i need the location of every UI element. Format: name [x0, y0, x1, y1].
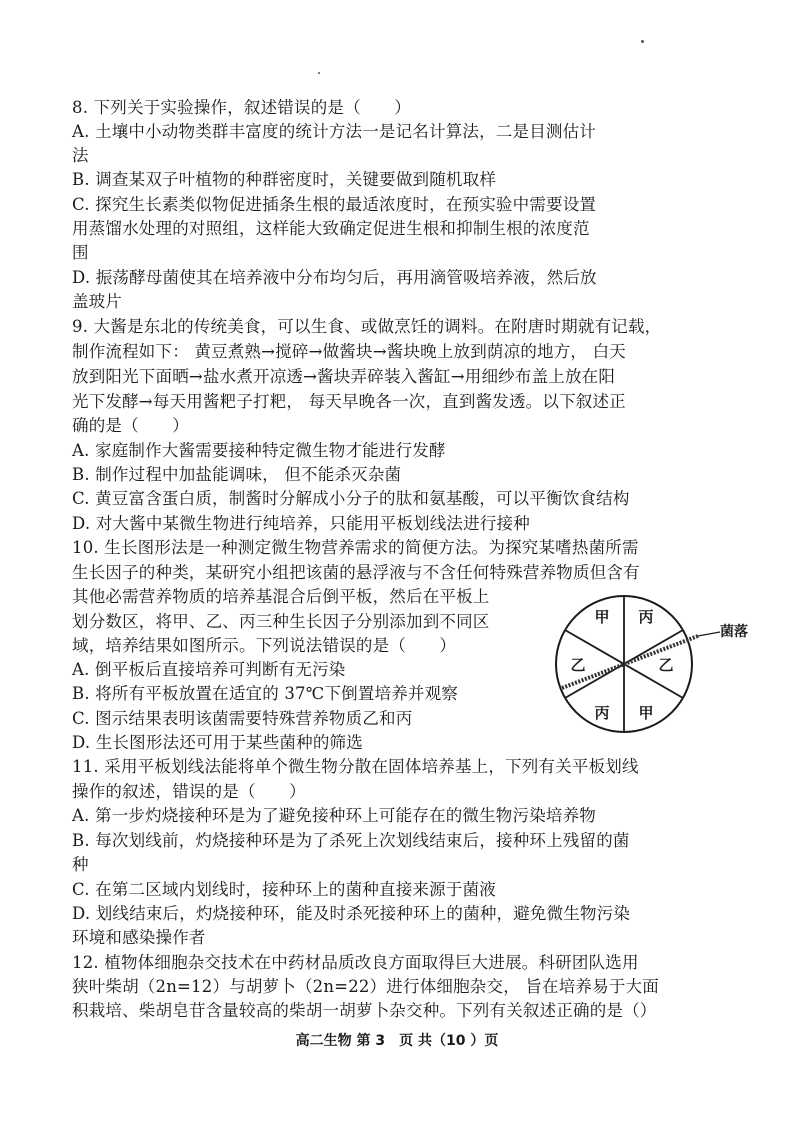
q8-option-d: D. 振荡酵母菌使其在培养液中分布均匀后，再用滴管吸培养液，然后放 [72, 268, 597, 287]
q9-stem-cont: 制作流程如下： 黄豆煮熟→搅碎→做酱块→酱块晚上放到荫凉的地方， 白天 [72, 342, 626, 361]
sector-label-jia-top: 甲 [594, 608, 610, 626]
q9-option-c: C. 黄豆富含蛋白质，制酱时分解成小分子的肽和氨基酸，可以平衡饮食结构 [72, 489, 630, 508]
sector-label-yi-right: 乙 [658, 656, 674, 674]
q10-option-b: B. 将所有平板放置在适宜的 37℃下倒置培养并观察 [72, 684, 459, 703]
q11-option-c: C. 在第二区域内划线时，接种环上的菌种直接来源于菌液 [72, 880, 496, 899]
growth-plate-figure [548, 592, 748, 742]
sector-label-jia-bottom: 甲 [638, 704, 654, 722]
q12-stem: 12. 植物体细胞杂交技术在中药材品质改良方面取得巨大进展。科研团队选用 [72, 953, 639, 972]
petri-dish-diagram [548, 592, 748, 742]
q9-stem-cont: 光下发酵→每天用酱粑子打粑， 每天早晚各一次，直到酱发透。以下叙述正 [72, 392, 626, 411]
q8-option-a: A. 土壤中小动物类群丰富度的统计方法一是记名计算法，二是目测估计 [72, 122, 597, 141]
q11-stem: 11. 采用平板划线法能将单个微生物分散在固体培养基上，下列有关平板划线 [72, 757, 639, 776]
q11-option-b: B. 每次划线前，灼烧接种环是为了杀死上次划线结束后，接种环上残留的菌 [72, 831, 630, 850]
q12-stem-cont: 狭叶柴胡（2n=12）与胡萝卜（2n=22）进行体细胞杂交， 旨在培养易于大面 [72, 977, 659, 996]
sector-label-yi-left: 乙 [570, 656, 586, 674]
q11-option-d: D. 划线结束后，灼烧接种环，能及时杀死接种环上的菌种，避免微生物污染 [72, 904, 631, 923]
q11-option-b-cont: 种 [72, 855, 89, 874]
q9-option-d: D. 对大酱中某微生物进行纯培养，只能用平板划线法进行接种 [72, 514, 530, 533]
colony-pointer-line [698, 632, 720, 636]
q9-option-a: A. 家庭制作大酱需要接种特定微生物才能进行发酵 [72, 441, 446, 460]
q9-stem-cont: 确的是（ ） [72, 416, 189, 435]
q10-option-a: A. 倒平板后直接培养可判断有无污染 [72, 660, 346, 679]
q12-stem-cont: 积栽培、柴胡皂苷含量较高的柴胡一胡萝卜杂交种。下列有关叙述正确的是（） [72, 1001, 657, 1020]
q8-option-d-cont: 盖玻片 [72, 292, 123, 311]
q10-stem-cont: 划分数区，将甲、乙、丙三种生长因子分别添加到不同区 [72, 612, 490, 631]
sector-label-bing-top: 丙 [638, 608, 654, 626]
page-footer: 高二生物 第 3 页 共（10 ）页 [295, 1033, 499, 1049]
colony-label: 菌落 [720, 624, 748, 640]
q10-stem-cont: 其他必需营养物质的培养基混合后倒平板，然后在平板上 [72, 587, 490, 606]
q9-stem: 9. 大酱是东北的传统美食，可以生食、或做烹饪的调料。在附唐时期就有记载， [72, 317, 662, 336]
q8-option-c-cont: 用蒸馏水处理的对照组，这样能大致确定促进生根和抑制生根的浓度范 [72, 219, 590, 238]
q10-option-d: D. 生长图形法还可用于某些菌种的筛选 [72, 733, 363, 752]
scan-speck [641, 40, 644, 43]
q10-stem: 10. 生长图形法是一种测定微生物营养需求的简便方法。为探究某嗜热菌所需 [72, 538, 639, 557]
q11-option-a: A. 第一步灼烧接种环是为了避免接种环上可能存在的微生物污染培养物 [72, 806, 597, 825]
q10-option-c: C. 图示结果表明该菌需要特殊营养物质乙和丙 [72, 709, 413, 728]
q10-stem-cont: 生长因子的种类，某研究小组把该菌的悬浮液与不含任何特殊营养物质但含有 [72, 563, 640, 582]
q8-stem: 8. 下列关于实验操作，叙述错误的是（ ） [72, 98, 411, 117]
scan-speck [318, 72, 320, 74]
q11-stem-cont: 操作的叙述，错误的是（ ） [72, 782, 306, 801]
q11-option-d-cont: 环境和感染操作者 [72, 928, 206, 947]
q8-option-a-cont: 法 [72, 146, 89, 165]
q10-stem-cont: 域，培养结果如图所示。下列说法错误的是（ ） [72, 636, 457, 655]
q8-option-b: B. 调查某双子叶植物的种群密度时，关键要做到随机取样 [72, 170, 497, 189]
q8-option-c: C. 探究生长素类似物促进插条生根的最适浓度时，在预实验中需要设置 [72, 195, 597, 214]
q9-option-b: B. 制作过程中加盐能调味， 但不能杀灭杂菌 [72, 465, 402, 484]
q9-stem-cont: 放到阳光下面晒→盐水煮开凉透→酱块弄碎装入酱缸→用细纱布盖上放在阳 [72, 367, 616, 386]
q8-option-c-cont2: 围 [72, 243, 89, 262]
sector-label-bing-bottom: 丙 [594, 704, 610, 722]
